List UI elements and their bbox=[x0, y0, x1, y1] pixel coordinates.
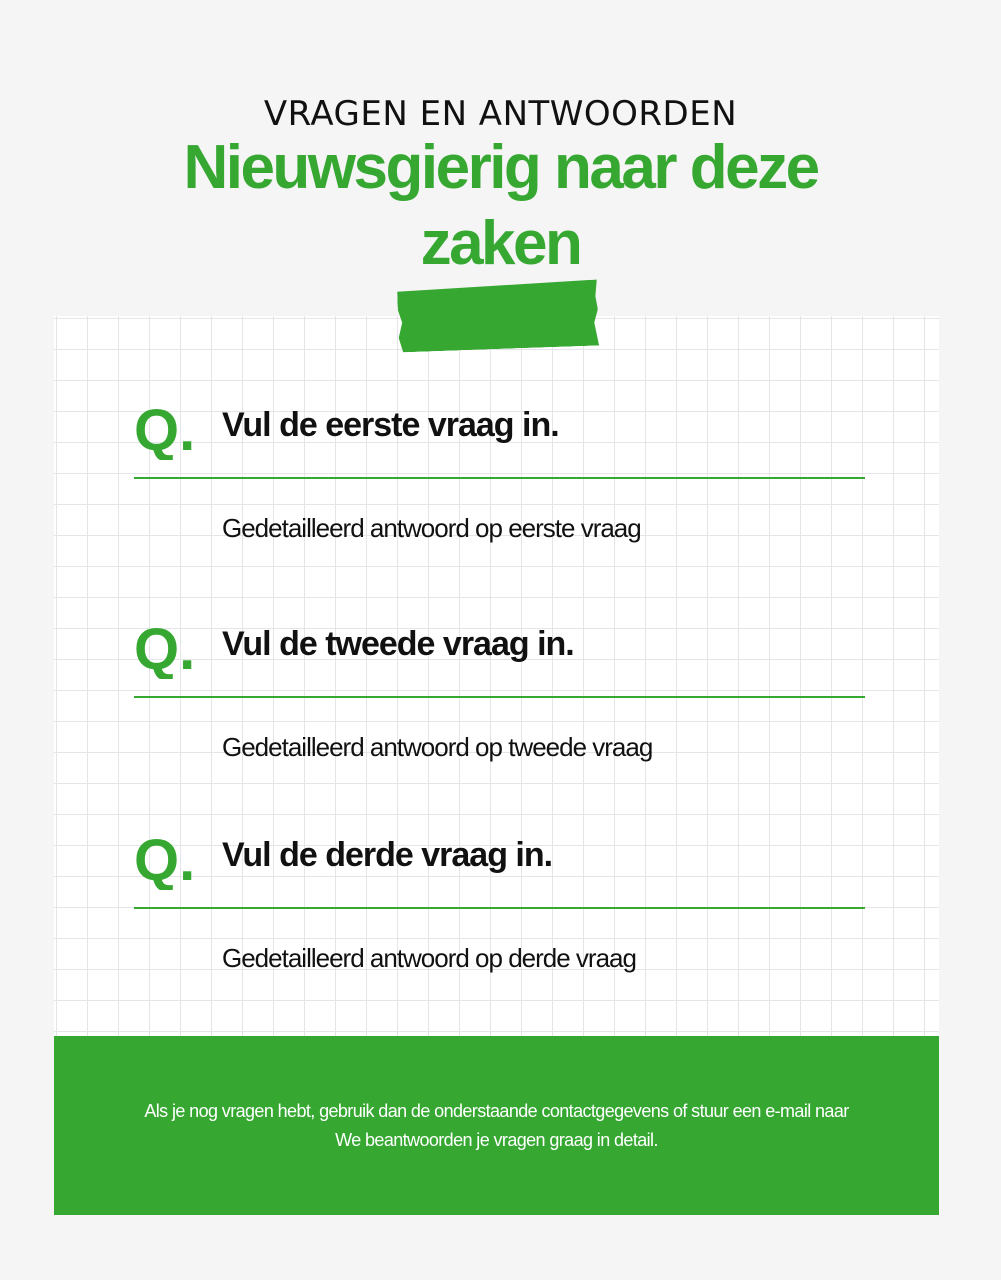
q-marker-text: Q. bbox=[134, 402, 196, 460]
faq-question: Vul de derde vraag in. bbox=[222, 836, 553, 874]
faq-divider bbox=[134, 907, 865, 909]
eyebrow-label: VRAGEN EN ANTWOORDEN bbox=[263, 94, 738, 134]
footer-line: We beantwoorden je vragen graag in detail. bbox=[335, 1130, 658, 1150]
q-dot-icon bbox=[134, 621, 200, 679]
footer-text bbox=[54, 1097, 939, 1155]
contact-footer bbox=[54, 1036, 939, 1215]
faq-divider bbox=[134, 696, 865, 698]
faq-question: Vul de eerste vraag in. bbox=[222, 406, 559, 444]
footer-line: Als je nog vragen hebt, gebruik dan de onderstaande contactgegevens of stuur een e-mail naar bbox=[144, 1101, 849, 1121]
faq-answer: Gedetailleerd antwoord op tweede vraag bbox=[222, 732, 653, 762]
q-marker-text: Q. bbox=[134, 832, 196, 890]
faq-answer: Gedetailleerd antwoord op eerste vraag bbox=[222, 513, 641, 543]
faq-question: Vul de tweede vraag in. bbox=[222, 625, 574, 663]
q-dot-icon bbox=[134, 832, 200, 890]
faq-divider bbox=[134, 477, 865, 479]
faq-answer: Gedetailleerd antwoord op derde vraag bbox=[222, 943, 636, 973]
q-dot-icon bbox=[134, 402, 200, 460]
tape-decoration bbox=[397, 280, 599, 353]
faq-grid-panel bbox=[54, 316, 939, 1038]
q-marker-text: Q. bbox=[134, 621, 196, 679]
page-title: Nieuwsgierig naar deze zaken bbox=[183, 133, 818, 278]
